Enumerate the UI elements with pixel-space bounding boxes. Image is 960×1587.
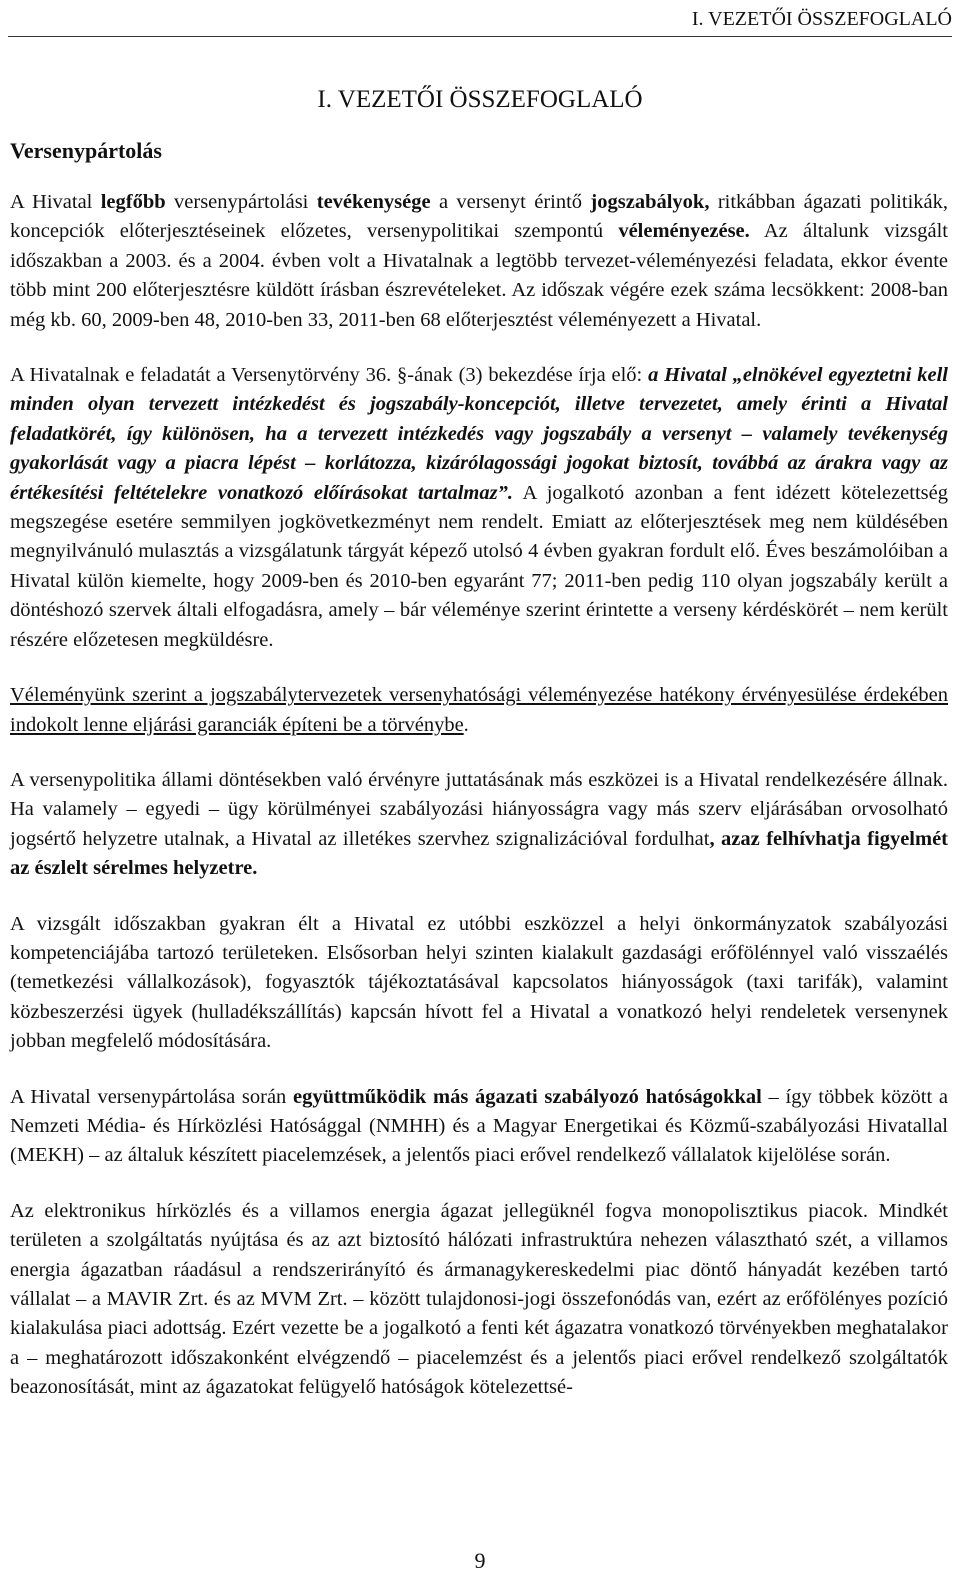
paragraph-6: A Hivatal versenypártolása során együttműködik más ágazati szabályozó hatóságokkal – így többek között a Nemzeti Média- és Hírközlési Hatósággal (NMHH) és a Magyar Energetikai és Közmű-szabályozási Hivatallal (MEKH) – az általuk készített piacelemzések, a jelentős piaci erővel rendelkező vállalatok kijelölése során. [10,1085,948,1167]
paragraph-2: A Hivatalnak e feladatát a Versenytörvény 36. §-ának (3) bekezdése írja elő: a Hivatal „elnökével egyeztetni kell minden olyan tervezett intézkedést és jogszabály-koncepciót, illetve tervezetet, amely érinti a Hivatal feladatkörét, így különösen, ha a tervezett intézkedés vagy jogszabály a versenyt – valamely tevékenység gyakorlását vagy a piacra lépést – korlátozza, kizárólagossági jogokat biztosít, továbbá az árakra vagy az értékesítési feltételekre vonatkozó előírásokat tartalmaz”. A jogalkotó azonban a fent idézett kötelezettség megszegése esetére semmilyen jogkövetkezményt nem rendelt. Emiatt az előterjesztések meg nem küldésében megnyilvánuló mulasztás a vizsgálatunk tárgyát képező utolsó 4 évben gyakran fordult elő. Éves beszámolóiban a Hivatal külön kiemelte, hogy 2009-ben és 2010-ben egyaránt 77; 2011-ben pedig 110 olyan jogszabály került a döntéshozó szervek általi elfogadásra, amely – bár véleménye szerint érintette a verseny kérdéskörét – nem került részére előzetesen megküldésre. [10,364,949,651]
section-heading: Versenypártolás [10,138,162,163]
running-header [8,6,952,37]
paragraph-3: Véleményünk szerint a jogszabálytervezetek versenyhatósági véleményezése hatékony érvényesülése érdekében indokolt lenne eljárási garanciák építeni be a törvénybe. [10,684,948,736]
paragraph-1: A Hivatal legfőbb versenypártolási tevékenysége a versenyt érintő jogszabályok, ritkábban ágazati politikák, koncepciók előterjesztéseinek előzetes, versenypolitikai szempontú véleményezése. Az általunk vizsgált időszakban a 2003. és a 2004. évben volt a Hivatalnak a legtöbb tervezet-véleményezési feladata, ekkor évente több mint 200 előterjesztésre küldött írásban észrevételeket. Az időszak végére ezek száma lecsökkent: 2008-ban még kb. 60, 2009-ben 48, 2010-ben 33, 2011-ben 68 előterjesztést véleményezett a Hivatal. [10,191,948,331]
running-header-title: I. VEZETŐI ÖSSZEFOGLALÓ [691,8,952,30]
paragraph-4: A versenypolitika állami döntésekben való érvényre juttatásának más eszközei is a Hivatal rendelkezésére állnak. Ha valamely – egyedi – ügy körülményei szabályozási hiányosságra vagy más szerv eljárásában orvosolható jogsértő helyzetre utalnak, a Hivatal az illetékes szervhez szignalizációval fordulhat, azaz felhívhatja figyelmét az észlelt sérelmes helyzetre. [10,768,948,880]
page-title: I. VEZETŐI ÖSSZEFOGLALÓ [317,86,643,113]
paragraph-7: Az elektronikus hírközlés és a villamos energia ágazat jellegüknél fogva monopolisztikus piacok. Mindkét területen a szolgáltatás nyújtása és az azt biztosító hálózati infrastruktúra nehezen választható szét, a villamos energia ágazatban ráadásul a rendszerirányító és ármanagykereskedelmi piac döntő hányadát kezében tartó vállalat – a MAVIR Zrt. és az MVM Zrt. – között tulajdonosi-jogi összefonódás van, ezért az erőfölényes pozíció kialakulása piaci adottság. Ezért vezette be a jogalkotó a fenti két ágazatra vonatkozó törvényekben meghatalakor a – meghatározott időszakonként elvégzendő – piacelemzést és a jelentős piaci erővel rendelkező szolgáltatók beazonosítását, mint az ágazatokat felügyelő hatóságok kötelezettsé- [10,1199,948,1399]
law-quote: a Hivatal „elnökével egyeztetni kell minden olyan tervezett intézkedést és jogszabály-koncepciót, illetve tervezetet, amely érinti a Hivatal feladatkörét, így különösen, ha a tervezett intézkedés vagy jogszabály a versenyt – valamely tevékenység gyakorlását vagy a piacra lépést – korlátozza, kizárólagossági jogokat biztosít, továbbá az árakra vagy az értékesítési feltételekre vonatkozó előírásokat tartalmaz”. [10,364,949,504]
page-number: 9 [474,1548,486,1573]
paragraph-5: A vizsgált időszakban gyakran élt a Hivatal ez utóbbi eszközzel a helyi önkormányzatok szabályozási kompetenciájába tartozó területeken. Elsősorban helyi szinten kialakult gazdasági erőfölénnyel való visszaélés (temetkezési vállalkozások), fogyasztók tájékoztatásával kapcsolatos hiányosságok (taxi tarifák), valamint közbeszerzési ügyek (hulladékszállítás) kapcsán hívott fel a Hivatal a vonatkozó helyi rendeletek versenynek jobban megfelelő módosítására. [10,912,948,1053]
body-text [10,188,948,1403]
recommendation: Véleményünk szerint a jogszabálytervezetek versenyhatósági véleményezése hatékony érvényesülése érdekében indokolt lenne eljárási garanciák építeni be a törvénybe [10,684,948,736]
